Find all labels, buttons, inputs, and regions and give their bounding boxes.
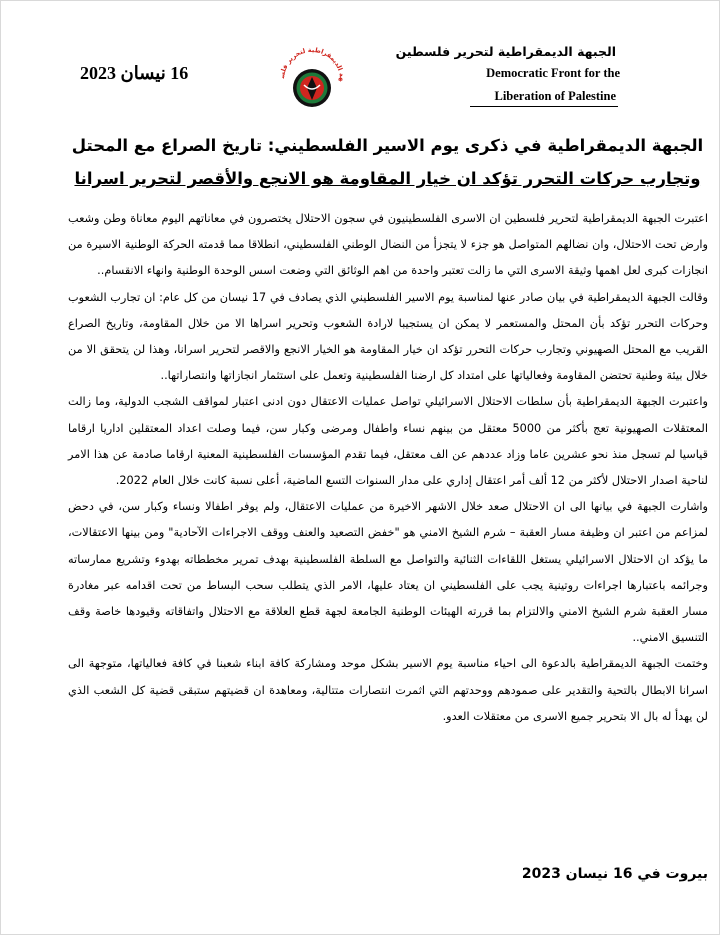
logo-arc-text: هة الديمقراطية لتحرير فلس bbox=[277, 45, 347, 82]
statement-body bbox=[68, 206, 708, 730]
paragraph-5: وختمت الجبهة الديمقراطية بالدعوة الى احياء مناسبة يوم الاسير بشكل موحد ومشاركة كافة ابناء شعبنا في كافة فعالياتها، متوجهة الى اسرانا الابطال بالتحية والتقدير على صمودهم ووحدتهم التي اثمرت انتصارات متتالية، ومعاهدة ان قضيتهم ستبقى قضية كل الشعب الذي لن يهدأ له بال الا بتحرير جميع الاسرى من معتقلات العدو. bbox=[68, 657, 708, 723]
org-name-english-line2: Liberation of Palestine bbox=[494, 89, 616, 103]
paragraph-3: واعتبرت الجبهة الديمقراطية بأن سلطات الاحتلال الاسرائيلي تواصل عمليات الاعتقال دون ادنى اعتبار لمواقف الشجب الدولية، وما زالت المعتقلات الصهيونية تعج بأكثر من 5000 معتقل من بينهم نساء واطفال ومرضى وكبار سن، فيما وصلت اعداد المعتقلين اداريا ارقاما قياسيا لم تسجل منذ نحو عشرين عاما وزاد عددهم عن الف معتقل، فيما تقدم المؤسسات الفلسطينية المعنية ارقاما صادمة عن هذا الامر لناحية اصدار الاحتلال لأكثر من 12 ألف أمر اعتقال إداري على مدار السنوات التسع الماضية، أعلى نسبة كانت خلال العام 2022. bbox=[68, 395, 708, 488]
paragraph-4: واشارت الجبهة في بيانها الى ان الاحتلال صعد خلال الاشهر الاخيرة من عمليات الاعتقال، ولم يوفر اطفالا ونساء وكبار سن، في دحض لمزاعم من اعتبر ان وظيفة مسار العقبة – شرم الشيخ الامني هو "خفض التصعيد والعنف ووقف الاجراءات الآحادية" ومن بينها الاعتقالات، ما يؤكد ان الاحتلال الاسرائيلي يستغل اللقاءات الثنائية والتواصل مع السلطة الفلسطينية بهدف تمرير مخططاته بهدوء وتشريع ممارساته وجرائمه باعتبارها اجراءات روتينية يجب على الفلسطيني ان يعتاد عليها، الامر الذي يتطلب سحب البساط من تحت اقدامه عبر مغادرة مسار العقبة شرم الشيخ الامني والالتزام بما قررته الهيئات الوطنية الجامعة لجهة قطع العلاقة مع الاحتلال واتفاقاته وقيودها خاصة وقف التنسيق الامني.. bbox=[68, 500, 708, 645]
headline-line1: الجبهة الديمقراطية في ذكرى يوم الاسير الفلسطيني: تاريخ الصراع مع المحتل bbox=[71, 136, 704, 155]
org-name-english-line1: Democratic Front for the bbox=[486, 66, 620, 80]
closing-place-date: بيروت في 16 نيسان 2023 bbox=[521, 866, 708, 882]
org-name-underline bbox=[470, 106, 618, 107]
paragraph-2: وقالت الجبهة الديمقراطية في بيان صادر عنها لمناسبة يوم الاسير الفلسطيني الذي يصادف في 17 نيسان من كل عام: ان تجارب الشعوب وحركات التحرر تؤكد بأن المحتل والمستعمر لا يمكن ان يستجيبا لارادة الشعوب وتحرير اسراها الا من خلال المقاومة، وتاريخ الصراع القريب مع المحتل الصهيوني وتجارب حركات التحرر تؤكد ان خيار المقاومة هو الخيار الانجع والاقصر لتحرير اسرانا، وهذا لن يتحقق الا من خلال بيئة وطنية تحتضن المقاومة وفعالياتها على امتداد كل ارضنا الفلسطينية وتعمل على استثمار انجازاتها وانتصاراتها.. bbox=[68, 290, 708, 383]
paragraph-1: اعتبرت الجبهة الديمقراطية لتحرير فلسطين ان الاسرى الفلسطينيون في سجون الاحتلال يختصرون في معاناتهم اليوم معاناة وطن وشعب وارض تحت الاحتلال، وان نضالهم المتواصل هو جزء لا يتجزأ من النضال الوطني الفلسطيني، انطلاقا مما قدمته الحركة الوطنية الاسيرة من انجازات كبرى لعل اهمها وثيقة الاسرى التي ما زالت تعتبر واحدة من اهم الوثائق التي وضعت اسس الوحدة الوطنية وانهاء الانقسام.. bbox=[68, 212, 708, 278]
headline-line2: وتجارب حركات التحرر تؤكد ان خيار المقاومة هو الانجع والأقصر لتحرير اسرانا bbox=[74, 169, 701, 188]
org-name-arabic: الجبهة الديمقراطية لتحرير فلسطين bbox=[395, 44, 616, 59]
dflp-logo-emblem bbox=[272, 40, 352, 120]
dflp-logo bbox=[272, 40, 352, 120]
header-date: 16 نيسان 2023 bbox=[80, 63, 189, 83]
